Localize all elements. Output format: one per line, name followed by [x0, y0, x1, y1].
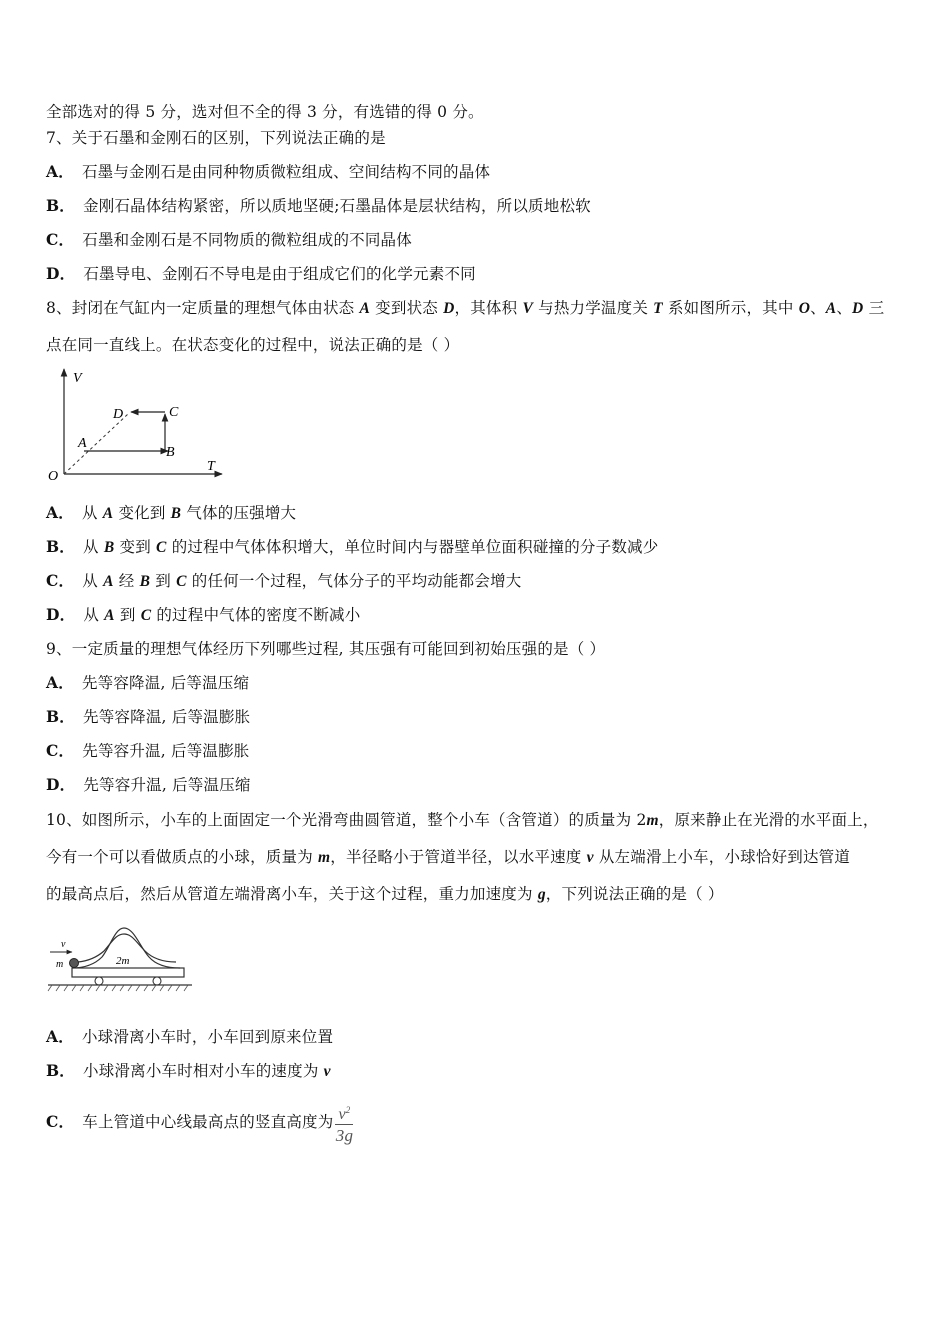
option-text: 先等容升温, 后等温压缩 [83, 776, 251, 794]
q7-option-c [46, 230, 412, 250]
stem-text: 8、封闭在气缸内一定质量的理想气体由状态 [46, 299, 360, 317]
var-c: C [156, 539, 167, 556]
option-text: 的过程中气体体积增大，单位时间内与器壁单位面积碰撞的分子数减少 [166, 538, 659, 556]
var-o: O [798, 300, 811, 317]
q9-option-c [46, 741, 250, 761]
stem-text: ，其体积 [454, 299, 523, 317]
option-label: A． [46, 1027, 74, 1046]
stem-text: 三 [863, 299, 885, 317]
cart-figure [46, 920, 196, 994]
q9-option-a [46, 673, 249, 693]
point-label-a: A [78, 436, 87, 451]
label-m: m [56, 959, 64, 970]
stem-text: ，下列说法正确的是（ ） [545, 885, 724, 903]
q8-stem-line1 [46, 298, 884, 319]
option-label: C． [46, 1112, 75, 1131]
var-b: B [103, 539, 115, 556]
q10-stem-line1 [46, 810, 879, 831]
q7-option-a [46, 162, 490, 182]
q9-option-d [46, 775, 251, 795]
stem-text: ，半径略小于管道半径，以水平速度 [330, 848, 587, 866]
option-text: 从 [81, 504, 103, 522]
option-text: 到 [114, 606, 141, 624]
option-text: 从 [82, 572, 104, 590]
cart-body [72, 968, 184, 977]
var-a: A [359, 300, 371, 317]
var-b: B [170, 505, 182, 522]
stem-text: 的最高点后，然后从管道左端滑离小车，关于这个过程，重力加速度为 [46, 885, 538, 903]
option-text: 经 [113, 572, 140, 590]
var-b: B [139, 573, 151, 590]
option-label: D． [46, 264, 76, 283]
option-text: 的任何一个过程，气体分子的平均动能都会增大 [186, 572, 522, 590]
wheel-left [95, 977, 103, 985]
var-m: m [318, 849, 331, 866]
option-label: A． [46, 673, 74, 692]
stem-text: 变到状态 [370, 299, 444, 317]
option-text: 的过程中气体的密度不断减小 [151, 606, 361, 624]
var-a: A [103, 573, 114, 590]
option-text: 先等容升温, 后等温膨胀 [82, 742, 250, 760]
numerator-v: v [338, 1105, 346, 1123]
stem-text: 与热力学温度关 [533, 299, 654, 317]
option-label: C． [46, 741, 75, 760]
q10-stem-line3 [46, 884, 724, 905]
ball [70, 959, 79, 968]
option-label: B． [46, 196, 76, 215]
stem-text: 、 [810, 299, 826, 317]
stem-text: 系如图所示，其中 [662, 299, 799, 317]
q7-option-d [46, 264, 476, 284]
option-text: 变化到 [113, 504, 171, 522]
var-c: C [140, 607, 152, 624]
var-a: A [825, 300, 837, 317]
option-text: 先等容降温, 后等温膨胀 [83, 708, 251, 726]
stem-text: 、 [836, 299, 853, 317]
option-text: 变到 [114, 538, 157, 556]
q7-stem: 7、关于石墨和金刚石的区别，下列说法正确的是 [46, 129, 386, 147]
option-text: 小球滑离小车时相对小车的速度为 [83, 1062, 324, 1080]
option-text: 石墨和金刚石是不同物质的微粒组成的不同晶体 [82, 231, 412, 249]
option-label: B． [46, 707, 76, 726]
q10-option-c [46, 1100, 353, 1144]
option-label: B． [46, 537, 76, 556]
option-text: 石墨导电、金刚石不导电是由于组成它们的化学元素不同 [83, 265, 476, 283]
option-text: 气体的压强增大 [181, 504, 297, 522]
q10-stem-line2 [46, 847, 850, 868]
ground-hatching [48, 985, 188, 991]
option-label: C． [46, 571, 75, 590]
option-label: A． [46, 503, 74, 522]
option-text: 石墨与金刚石是由同种物质微粒组成、空间结构不同的晶体 [81, 163, 491, 181]
option-text: 金刚石晶体结构紧密，所以质地坚硬;石墨晶体是层状结构，所以质地松软 [83, 197, 591, 215]
option-label: C． [46, 230, 75, 249]
option-label: B． [46, 1061, 76, 1080]
dashed-line-oad [64, 414, 128, 474]
var-v: V [522, 300, 533, 317]
label-2m: 2m [116, 955, 130, 967]
var-v: v [323, 1063, 331, 1080]
option-text: 从 [83, 538, 104, 556]
q7-option-b [46, 196, 591, 216]
vt-graph [44, 366, 226, 486]
option-label: D． [46, 605, 76, 624]
var-d: D [852, 300, 864, 317]
q10-option-b [46, 1061, 331, 1082]
q8-option-a [46, 503, 296, 524]
numerator-exponent: 2 [345, 1104, 351, 1115]
point-label-b: B [166, 445, 175, 460]
fraction-numerator [335, 1101, 353, 1125]
option-text: 小球滑离小车时，小车回到原来位置 [81, 1028, 334, 1046]
option-text: 到 [150, 572, 177, 590]
q8-option-b [46, 537, 658, 558]
label-v: v [61, 939, 66, 950]
option-text: 车上管道中心线最高点的竖直高度为 [82, 1113, 334, 1131]
axis-label-v: V [73, 371, 82, 386]
stem-text: 10、如图所示，小车的上面固定一个光滑弯曲圆管道，整个小车（含管道）的质量为 2 [46, 811, 647, 829]
stem-text: 从左端滑上小车，小球恰好到达管道 [593, 848, 851, 866]
fraction-v2-over-3g [335, 1101, 353, 1146]
var-c: C [176, 573, 187, 590]
q8-option-c [46, 571, 522, 592]
q8-option-d [46, 605, 360, 626]
axis-label-t: T [207, 459, 215, 474]
var-a: A [104, 607, 115, 624]
var-d: D [443, 300, 455, 317]
option-text: 先等容降温, 后等温压缩 [81, 674, 250, 692]
var-t: T [653, 300, 663, 317]
point-label-c: C [169, 405, 179, 420]
var-v: v [586, 849, 594, 866]
var-g: g [537, 886, 546, 903]
option-text: 从 [83, 606, 105, 624]
fraction-denominator: 3g [335, 1125, 354, 1145]
option-label: A． [46, 162, 74, 181]
var-a: A [102, 505, 114, 522]
point-label-d: D [113, 407, 124, 422]
var-m: m [646, 812, 659, 829]
q8-stem-line2: 点在同一直线上。在状态变化的过程中，说法正确的是（ ） [46, 336, 460, 354]
origin-label: O [48, 469, 59, 484]
q10-option-a [46, 1027, 333, 1047]
q9-option-b [46, 707, 250, 727]
q9-stem: 9、一定质量的理想气体经历下列哪些过程, 其压强有可能回到初始压强的是（ ） [46, 640, 606, 658]
stem-text: ，原来静止在光滑的水平面上， [658, 811, 879, 829]
wheel-right [153, 977, 161, 985]
option-label: D． [46, 775, 76, 794]
stem-text: 今有一个可以看做质点的小球，质量为 [46, 848, 319, 866]
intro-line: 全部选对的得 5 分，选对但不全的得 3 分，有选错的得 0 分。 [46, 103, 484, 121]
